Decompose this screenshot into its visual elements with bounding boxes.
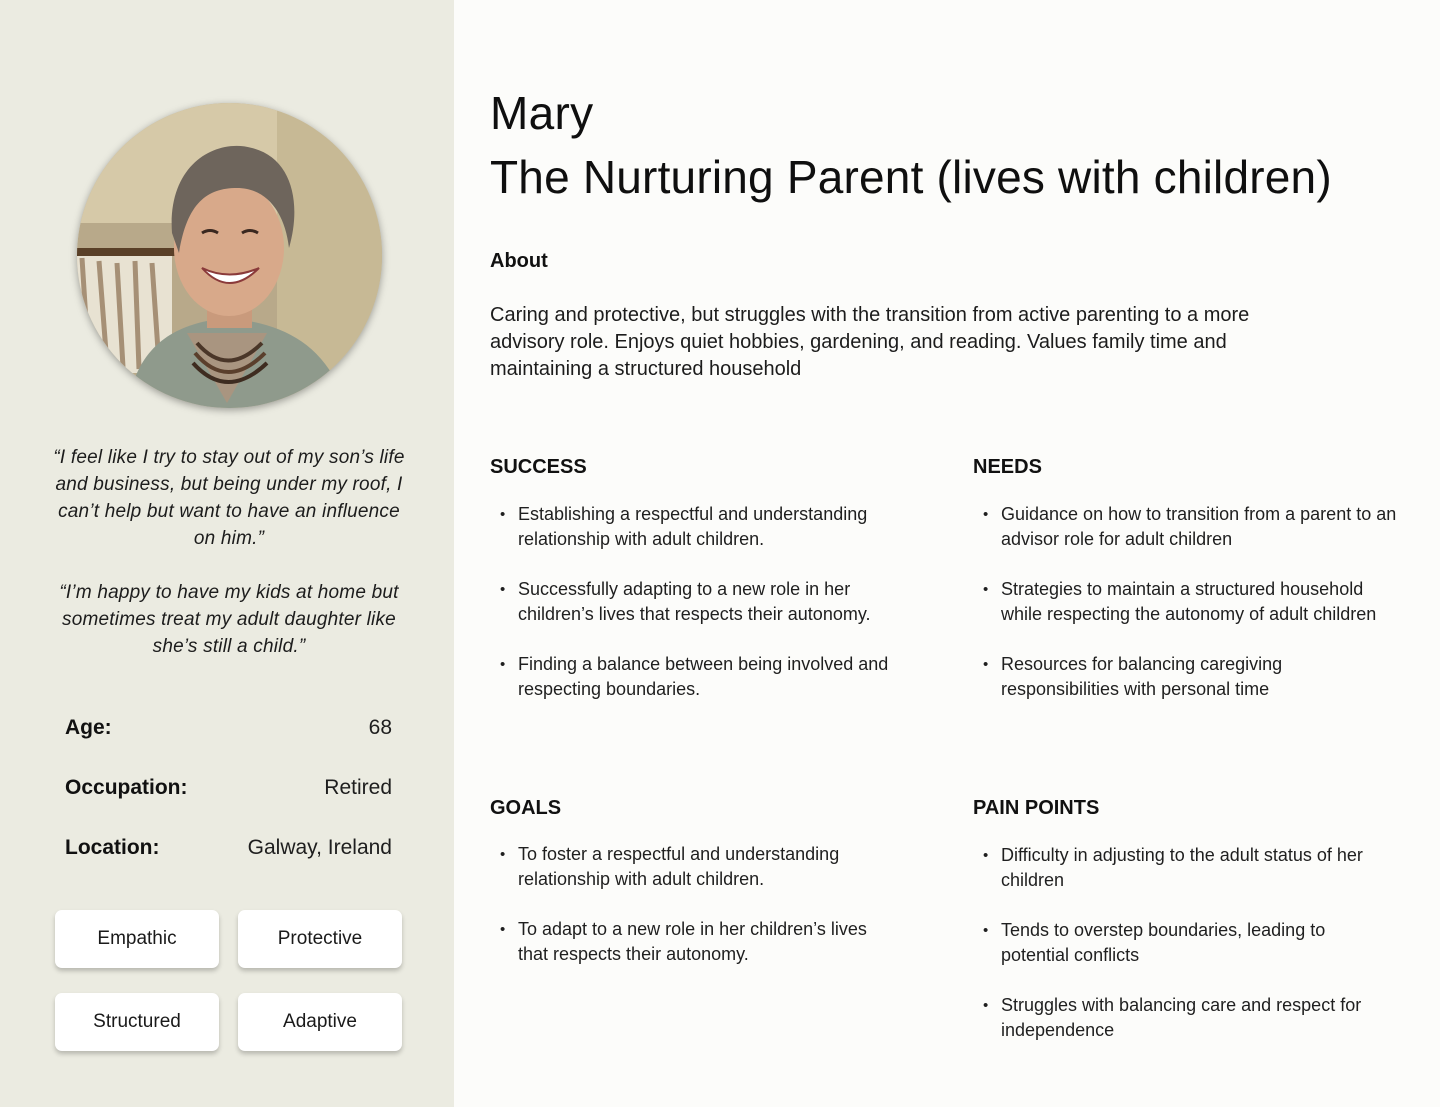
needs-heading: NEEDS (973, 456, 1042, 478)
persona-name: Mary (490, 87, 594, 139)
list-item: • To adapt to a new role in her children’s lives that respects their autonomy. (490, 917, 890, 967)
persona-quote: “I feel like I try to stay out of my son’s life and business, but being under my roof, I can’t help but want to have an influence on him.” (53, 447, 405, 549)
goals-heading: GOALS (490, 797, 562, 819)
goals-list (490, 842, 890, 992)
about-heading: About (490, 250, 548, 272)
fact-label: Age: (65, 716, 112, 739)
persona-role: The Nurturing Parent (lives with children) (490, 151, 1332, 203)
fact-occupation (65, 773, 392, 803)
fact-value: 68 (368, 716, 392, 739)
trait-chip-empathic: Empathic (55, 910, 219, 968)
persona-quote: “I’m happy to have my kids at home but sometimes treat my adult daughter like she’s still a child.” (59, 582, 399, 657)
list-item: • Successfully adapting to a new role in her children’s lives that respects their autonomy. (490, 577, 910, 627)
list-item: • Strategies to maintain a structured household while respecting the autonomy of adult children (973, 577, 1398, 627)
list-item: • Tends to overstep boundaries, leading to potential conflicts (973, 918, 1393, 968)
list-item: • Finding a balance between being involved and respecting boundaries. (490, 652, 910, 702)
fact-location (65, 833, 392, 863)
persona-avatar (77, 103, 382, 408)
list-item: • Establishing a respectful and understanding relationship with adult children. (490, 502, 910, 552)
fact-label: Location: (65, 836, 160, 859)
list-item: • Guidance on how to transition from a parent to an advisor role for adult children (973, 502, 1398, 552)
fact-age (65, 713, 392, 743)
needs-list (973, 502, 1398, 727)
pain-points-heading: PAIN POINTS (973, 797, 1100, 819)
trait-chip-structured: Structured (55, 993, 219, 1051)
list-item: • Difficulty in adjusting to the adult status of her children (973, 843, 1393, 893)
trait-chip-protective: Protective (238, 910, 402, 968)
fact-value: Retired (324, 776, 392, 799)
about-text: Caring and protective, but struggles with the transition from active parenting to a more advisory role. Enjoys quiet hobbies, gardening, and reading. Values family time and maintaining a structured household (490, 304, 1250, 380)
fact-label: Occupation: (65, 776, 188, 799)
success-heading: SUCCESS (490, 456, 587, 478)
list-item: • To foster a respectful and understanding relationship with adult children. (490, 842, 890, 892)
trait-chip-adaptive: Adaptive (238, 993, 402, 1051)
success-list (490, 502, 910, 727)
pain-points-list (973, 843, 1393, 1068)
list-item: • Resources for balancing caregiving responsibilities with personal time (973, 652, 1398, 702)
list-item: • Struggles with balancing care and respect for independence (973, 993, 1393, 1043)
persona-sidebar (0, 0, 454, 1107)
fact-value: Galway, Ireland (247, 836, 392, 859)
